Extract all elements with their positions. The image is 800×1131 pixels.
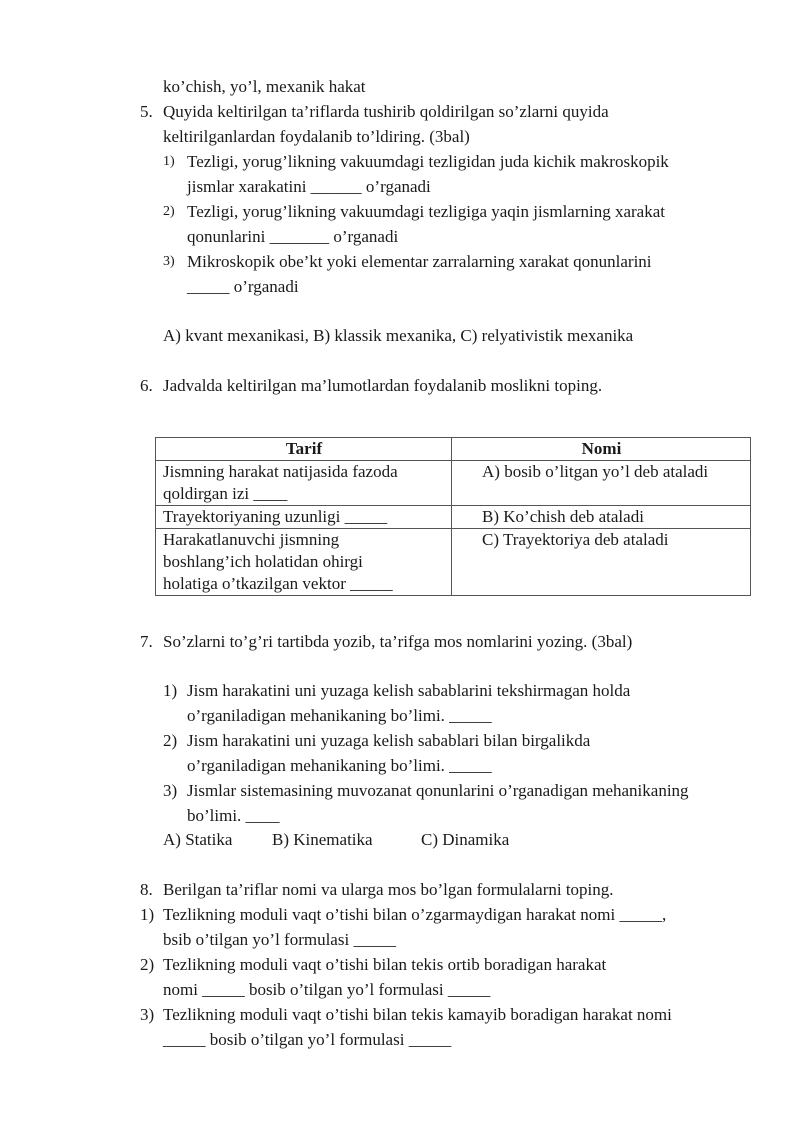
q7-item3-line1: Jismlar sistemasining muvozanat qonunlarini o’rganadigan mehanikaning (187, 781, 689, 800)
q5-item1-number: 1) (163, 154, 175, 169)
cell-line: qoldirgan izi ____ (163, 484, 288, 503)
q5-options: A) kvant mexanikasi, B) klassik mexanika, C) relyativistik mexanika (163, 326, 634, 345)
table-row (156, 529, 751, 596)
q8-item1-line2: bsib o’tilgan yo’l formulasi _____ (163, 930, 396, 949)
q7-item2-line1: Jism harakatini uni yuzaga kelish sabablari bilan birgalikda (187, 731, 591, 750)
table-cell-definition (156, 506, 452, 529)
q7-item2-number: 2) (163, 731, 178, 750)
q7-item3-line2: bo’limi. ____ (187, 806, 280, 825)
cell-line: Jismning harakat natijasida fazoda (163, 462, 398, 481)
q6-text: Jadvalda keltirilgan ma’lumotlardan foydalanib moslikni toping. (163, 376, 603, 395)
q5-item3-line2: _____ o’rganadi (187, 277, 299, 296)
q5-number: 5. (140, 102, 153, 121)
q7-text: So’zlarni to’g’ri tartibda yozib, ta’rifga mos nomlarini yozing. (3bal) (163, 632, 633, 651)
table-header-row (156, 438, 751, 461)
table-row (156, 461, 751, 506)
q8-item2-number: 2) (140, 955, 155, 974)
q8-item3-line1: Tezlikning moduli vaqt o’tishi bilan tekis kamayib boradigan harakat nomi (163, 1005, 672, 1024)
q7-option-a: A) Statika (163, 830, 233, 849)
q7-number: 7. (140, 632, 153, 651)
q7-option-c: C) Dinamika (421, 830, 510, 849)
q7-item1-number: 1) (163, 681, 178, 700)
q7-item2-line2: o’rganiladigan mehanikaning bo’limi. _____ (187, 756, 492, 775)
table-cell-definition (156, 461, 452, 506)
q8-item1-number: 1) (140, 905, 155, 924)
q5-text-line1: Quyida keltirilgan ta’riflarda tushirib qoldirilgan so’zlarni quyida (163, 102, 609, 121)
q5-text-line2: keltirilganlardan foydalanib to’ldiring. (3bal) (163, 127, 470, 146)
cell-line: boshlang’ich holatidan ohirgi (163, 552, 363, 571)
q7-item3-number: 3) (163, 781, 178, 800)
q4-tail-text: ko’chish, yo’l, mexanik hakat (163, 77, 366, 96)
q8-text: Berilgan ta’riflar nomi va ularga mos bo’lgan formulalarni toping. (163, 880, 614, 899)
cell-line: Trayektoriyaning uzunligi _____ (163, 507, 388, 526)
q6-matching-table (155, 437, 751, 596)
q5-item2-number: 2) (163, 204, 175, 219)
table-cell-name: C) Trayektoriya deb ataladi (452, 529, 751, 596)
q8-item3-number: 3) (140, 1005, 155, 1024)
table-cell-definition (156, 529, 452, 596)
table-header-tarif: Tarif (156, 438, 452, 461)
q5-item2-line2: qonunlarini _______ o’rganadi (187, 227, 399, 246)
q7-option-b: B) Kinematika (272, 830, 373, 849)
q8-number: 8. (140, 880, 153, 899)
q5-item3-number: 3) (163, 254, 175, 269)
table-cell-name: B) Ko’chish deb ataladi (452, 506, 751, 529)
q8-item2-line1: Tezlikning moduli vaqt o’tishi bilan tekis ortib boradigan harakat (163, 955, 607, 974)
cell-line: Harakatlanuvchi jismning (163, 530, 340, 549)
q5-item3-line1: Mikroskopik obe’kt yoki elementar zarralarning xarakat qonunlarini (187, 252, 652, 271)
table-cell-name: A) bosib o’litgan yo’l deb ataladi (452, 461, 751, 506)
table-header-nomi: Nomi (452, 438, 751, 461)
q6-number: 6. (140, 376, 153, 395)
q5-item2-line1: Tezligi, yorug’likning vakuumdagi tezligiga yaqin jismlarning xarakat (187, 202, 665, 221)
q8-item3-line2: _____ bosib o’tilgan yo’l formulasi _____ (163, 1030, 452, 1049)
q7-item1-line2: o’rganiladigan mehanikaning bo’limi. _____ (187, 706, 492, 725)
q7-item1-line1: Jism harakatini uni yuzaga kelish sabablarini tekshirmagan holda (187, 681, 631, 700)
q5-item1-line1: Tezligi, yorug’likning vakuumdagi tezligidan juda kichik makroskopik (187, 152, 669, 171)
q8-item1-line1: Tezlikning moduli vaqt o’tishi bilan o’zgarmaydigan harakat nomi _____, (163, 905, 667, 924)
q8-item2-line2: nomi _____ bosib o’tilgan yo’l formulasi _____ (163, 980, 491, 999)
q5-item1-line2: jismlar xarakatini ______ o’rganadi (187, 177, 431, 196)
cell-line: holatiga o’tkazilgan vektor _____ (163, 574, 393, 593)
table-row (156, 506, 751, 529)
